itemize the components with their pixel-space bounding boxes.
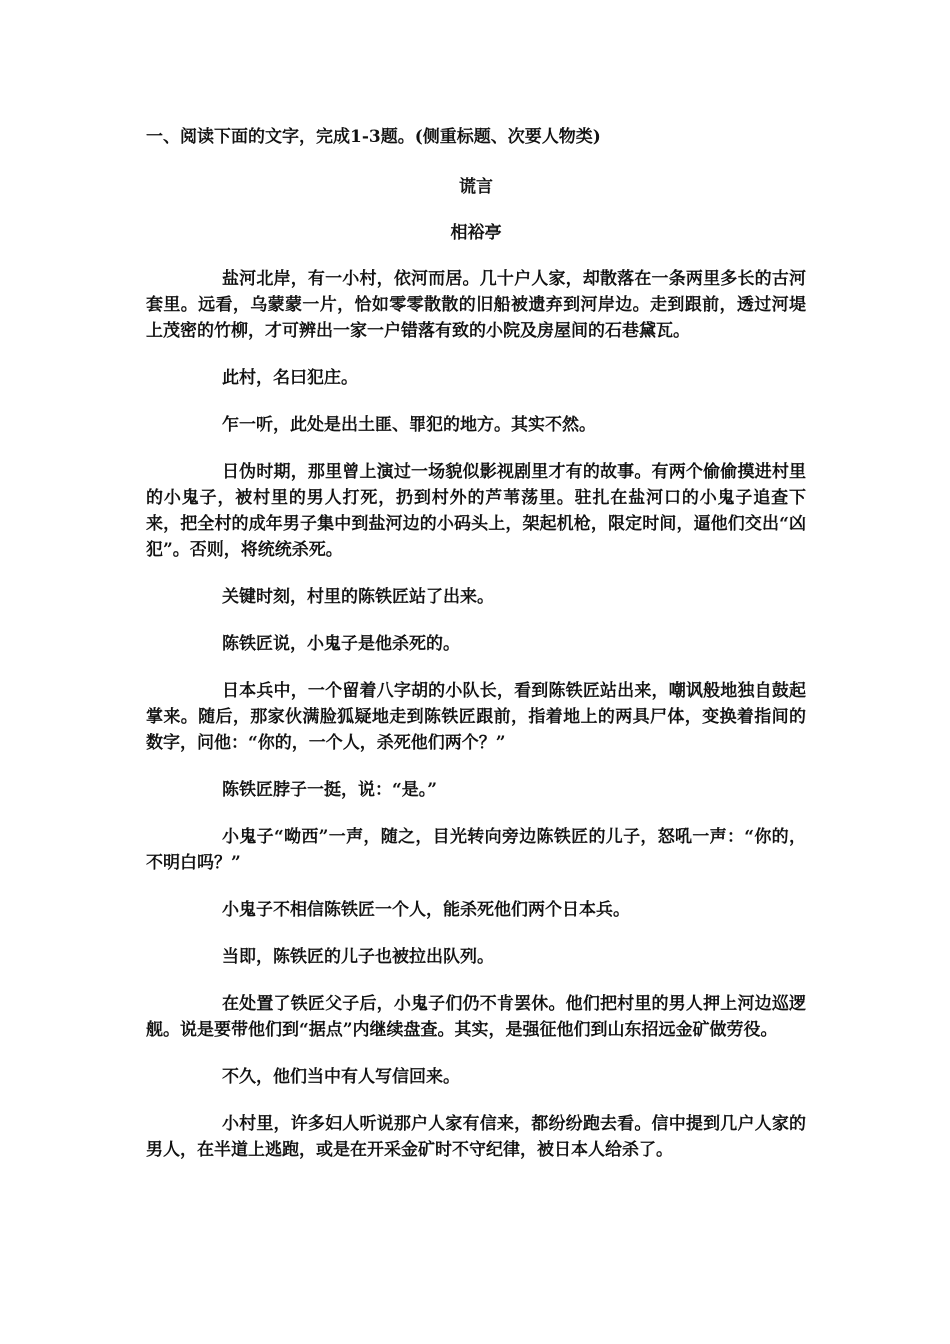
- exercise-heading: 一、阅读下面的文字，完成1-3题。(侧重标题、次要人物类): [146, 127, 601, 147]
- paragraph: 此村，名曰犯庄。: [222, 368, 358, 388]
- paragraph: 盐河北岸，有一小村，依河而居。几十户人家，却散落在一条两里多长的古河套里。远看，乌蒙蒙一片，恰如零零散散的旧船被遗弃到河岸边。走到跟前，透过河堤上茂密的竹柳，才可辨出一家一户错落有致的小院及房屋间的石巷黛瓦。: [146, 269, 806, 341]
- article-title: 谎言: [459, 177, 493, 197]
- document-page: [146, 124, 806, 1184]
- article-author: 相裕亭: [450, 223, 502, 243]
- article-body: [146, 266, 806, 1163]
- paragraph: 不久，他们当中有人写信回来。: [222, 1067, 460, 1087]
- paragraph: 日伪时期，那里曾上演过一场貌似影视剧里才有的故事。有两个偷偷摸进村里的小鬼子，被村里的男人打死，扔到村外的芦苇荡里。驻扎在盐河口的小鬼子追查下来，把全村的成年男子集中到盐河边的小码头上，架起机枪，限定时间，逼他们交出“凶犯”。否则，将统统杀死。: [146, 462, 806, 560]
- paragraph: 陈铁匠脖子一挺，说：“是。”: [222, 780, 438, 800]
- paragraph: 日本兵中，一个留着八字胡的小队长，看到陈铁匠站出来，嘲讽般地独自鼓起掌来。随后，那家伙满脸狐疑地走到陈铁匠跟前，指着地上的两具尸体，变换着指间的数字，问他：“你的，一个人，杀死他们两个？”: [146, 681, 806, 753]
- paragraph: 关键时刻，村里的陈铁匠站了出来。: [222, 587, 494, 607]
- paragraph: 乍一听，此处是出土匪、罪犯的地方。其实不然。: [222, 415, 596, 435]
- paragraph: 在处置了铁匠父子后，小鬼子们仍不肯罢休。他们把村里的男人押上河边巡逻舰。说是要带他们到“据点”内继续盘查。其实，是强征他们到山东招远金矿做劳役。: [146, 994, 806, 1040]
- paragraph: 小村里，许多妇人听说那户人家有信来，都纷纷跑去看。信中提到几户人家的男人，在半道上逃跑，或是在开采金矿时不守纪律，被日本人给杀了。: [146, 1114, 806, 1160]
- paragraph: 当即，陈铁匠的儿子也被拉出队列。: [222, 947, 494, 967]
- paragraph: 小鬼子“呦西”一声，随之，目光转向旁边陈铁匠的儿子，怒吼一声：“你的，不明白吗？”: [146, 827, 806, 873]
- paragraph: 陈铁匠说，小鬼子是他杀死的。: [222, 634, 460, 654]
- paragraph: 小鬼子不相信陈铁匠一个人，能杀死他们两个日本兵。: [222, 900, 630, 920]
